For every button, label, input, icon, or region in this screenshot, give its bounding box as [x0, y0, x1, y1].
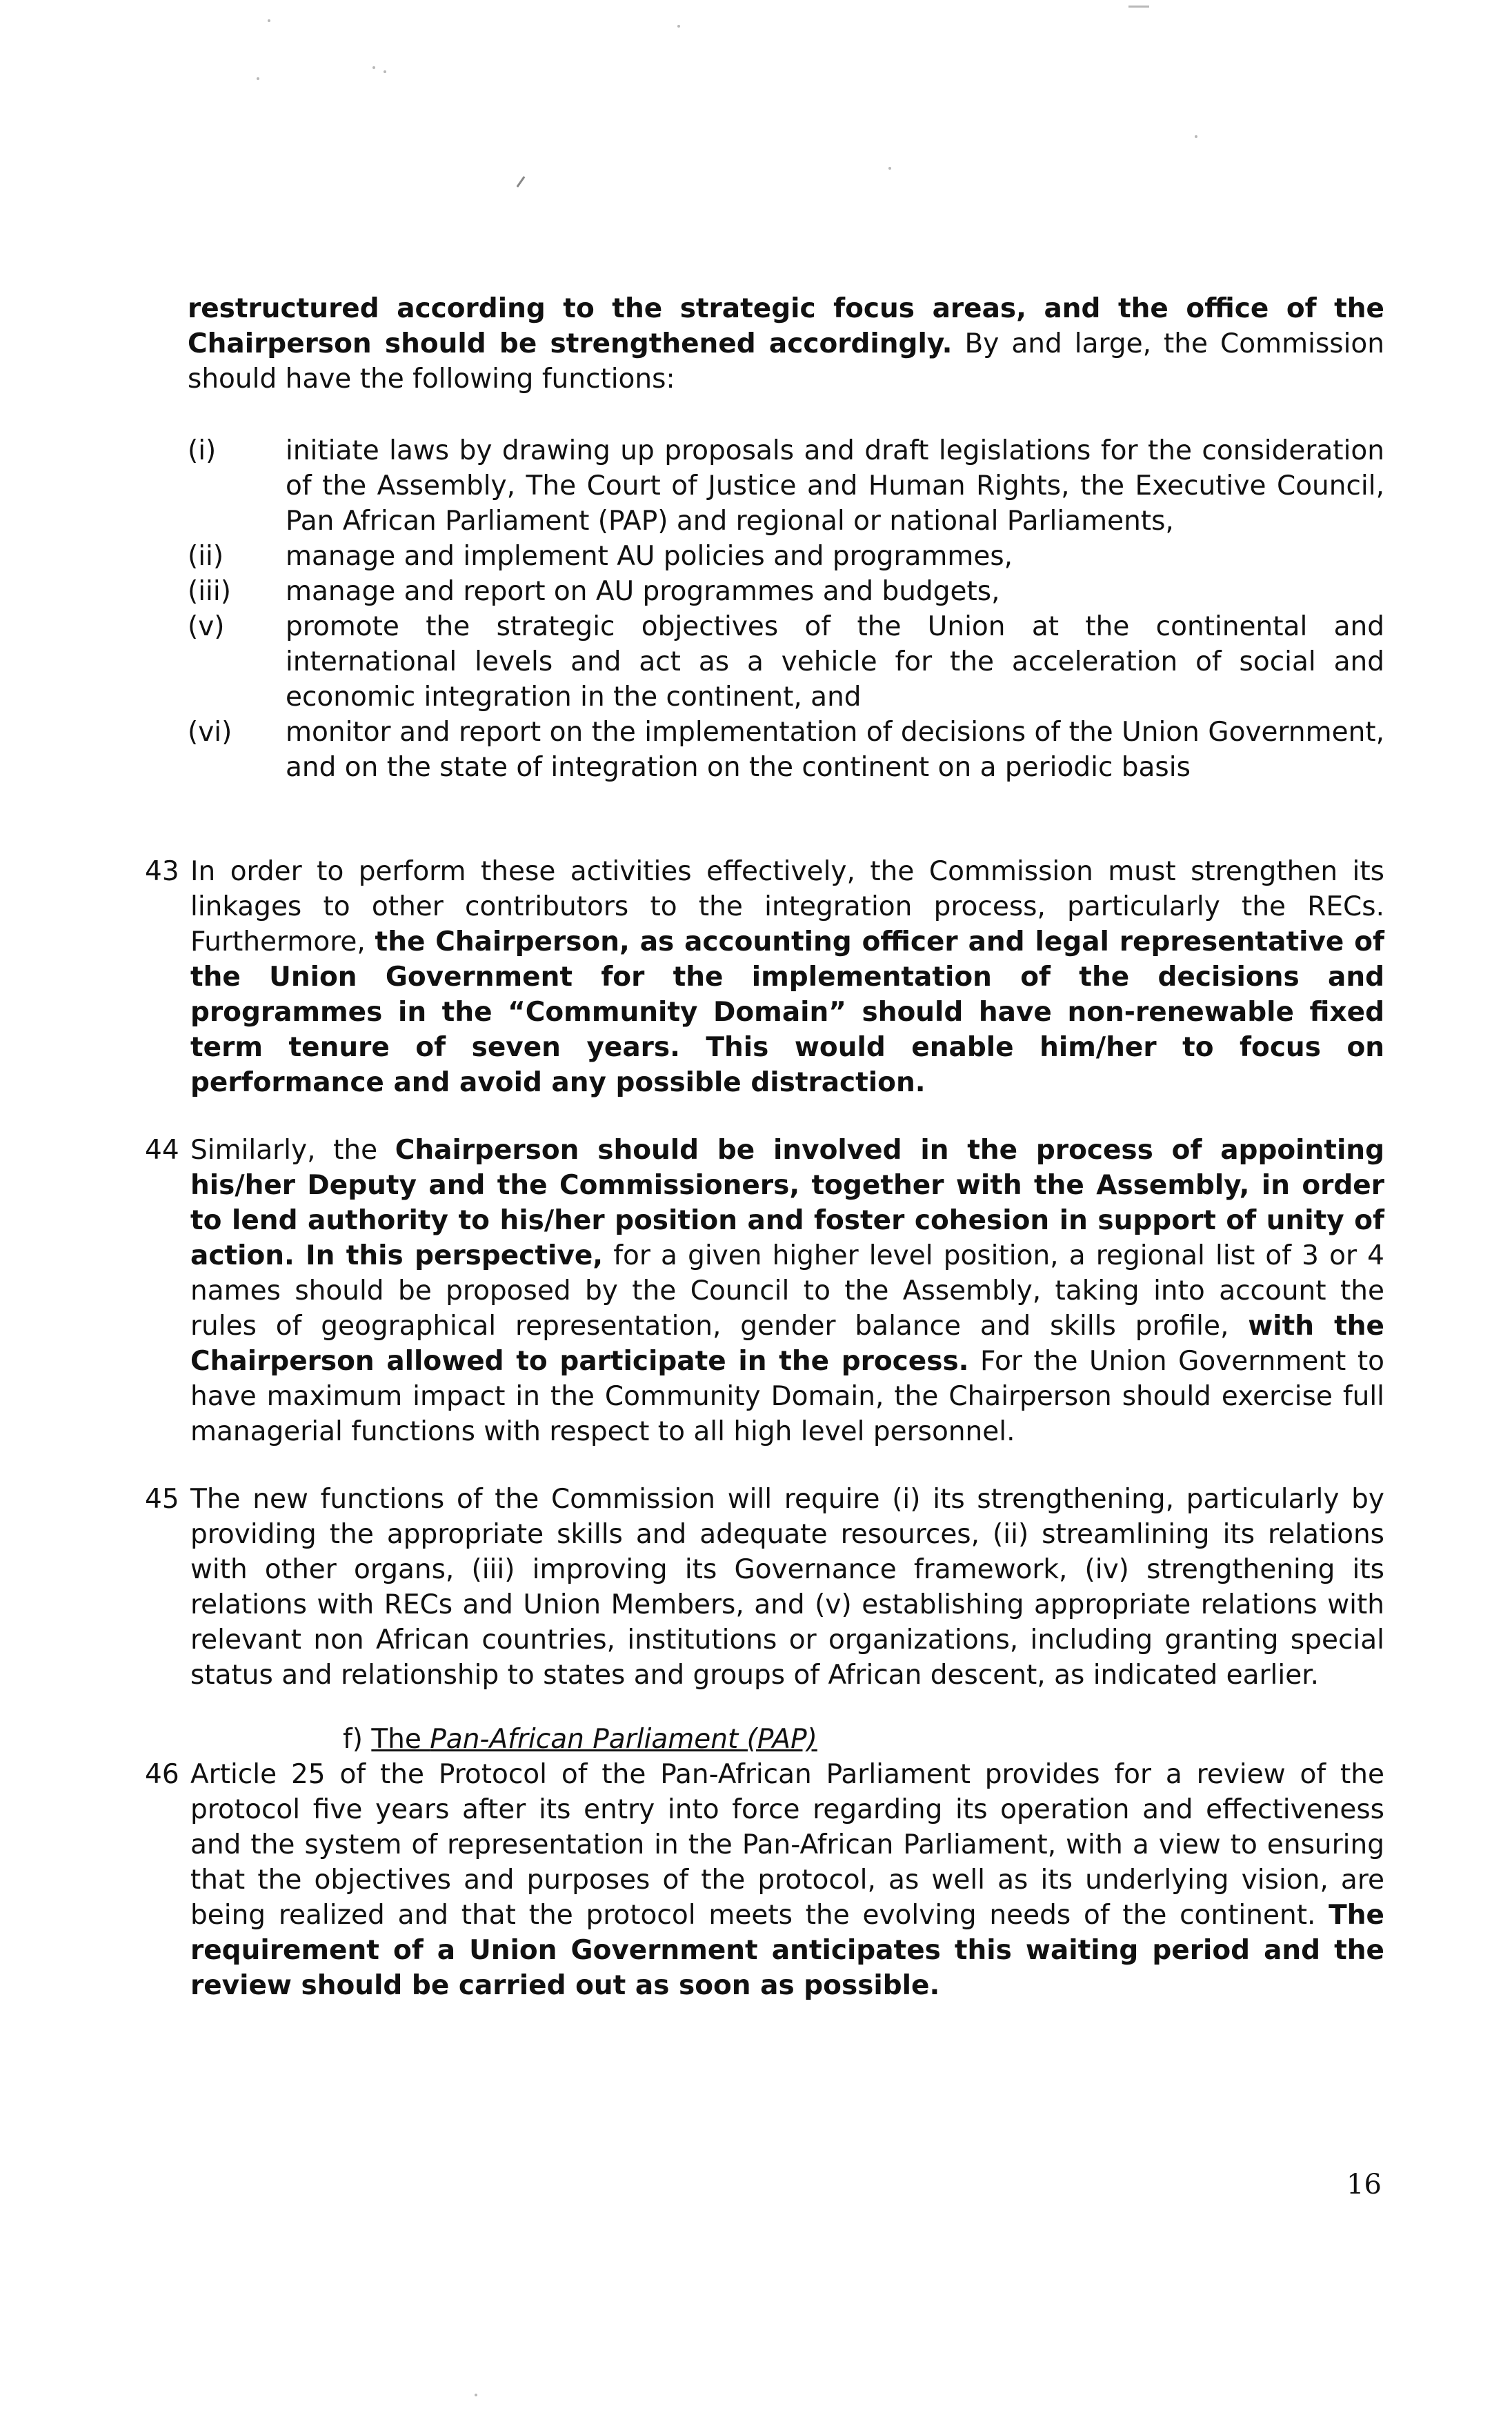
- paragraph-text: The new functions of the Commission will require (i) its strengthening, particularly by providing the appropriate skills and adequate resources, (ii) streamlining its relations with other organs, (iii) improving its Governance framework, (iv) strengthening its relations with RECs and Union Members, and (v) establishing appropriate relations with relevant non African countries, institutions or organizations, including granting special status and relationship to states and groups of African descent, as indicated earlier.: [190, 1484, 1384, 1691]
- function-item-v: [188, 609, 1384, 715]
- function-item-vi: [188, 715, 1384, 785]
- paragraph-bold-text: the Chairperson, as accounting officer and legal representative of the Union Government for the implementation of the decisions and programmes in the “Community Domain” should have non-renewable fixed term tenure of seven years. This would enable him/her to focus on performance and avoid any possible distraction.: [190, 926, 1384, 1098]
- function-item-iii: [188, 574, 1384, 609]
- section-label: f): [343, 1724, 372, 1755]
- paragraph-45: [145, 1482, 1384, 1693]
- function-label: (v): [188, 611, 225, 642]
- paragraph-text: Article 25 of the Protocol of the Pan-African Parliament provides for a review of the protocol five years after its entry into force regarding its operation and effectiveness and the system of representation in the Pan-African Parliament, with a view to ensuring that the objectives and purposes of the protocol, as well as its underlying vision, are being realized and that the protocol meets the evolving needs of the continent.: [190, 1759, 1384, 1931]
- paragraph-number: 44: [145, 1135, 179, 1166]
- section-heading-f: [343, 1722, 817, 1757]
- paragraph-number: 43: [145, 856, 179, 887]
- paragraph-number: 46: [145, 1759, 179, 1790]
- paragraph-46: [145, 1757, 1384, 2003]
- function-text: promote the strategic objectives of the Union at the continental and international levels and act as a vehicle for the acceleration of social and economic integration in the continent, and: [286, 611, 1384, 713]
- functions-list: [188, 433, 1384, 785]
- paragraph-bold-text: Chairperson should be involved in the process of appointing his/her Deputy and the Commissioners, together with the Assembly, in order to lend authority to his/her position and foster cohesion in support of unity of action. In this perspective,: [190, 1135, 1384, 1271]
- paragraph-bold-text: with the Chairperson allowed to participate in the process.: [190, 1311, 1384, 1377]
- scan-mark: [517, 176, 526, 187]
- function-text: manage and report on AU programmes and budgets,: [286, 576, 1000, 607]
- function-label: (vi): [188, 717, 232, 748]
- function-text: monitor and report on the implementation of decisions of the Union Government, and on the state of integration on the continent on a periodic basis: [286, 717, 1384, 783]
- paragraph-44: [145, 1133, 1384, 1449]
- paragraph-body: [190, 1133, 1384, 1449]
- paragraph-text: for a given higher level position, a regional list of 3 or 4 names should be proposed by the Council to the Assembly, taking into account the rules of geographical representation, gender balance and skills profile,: [190, 1240, 1384, 1342]
- function-label: (iii): [188, 576, 231, 607]
- paragraph-body: [190, 854, 1384, 1100]
- function-item-i: [188, 433, 1384, 539]
- paragraph-text: For the Union Government to have maximum impact in the Community Domain, the Chairperson should exercise full managerial functions with respect to all high level personnel.: [190, 1346, 1384, 1447]
- intro-bold-text: restructured according to the strategic focus areas, and the office of the Chairperson should be strengthened accordingly.: [188, 293, 1384, 359]
- section-title-article: The: [371, 1724, 430, 1755]
- function-text: initiate laws by drawing up proposals and draft legislations for the consideration of the Assembly, The Court of Justice and Human Rights, the Executive Council, Pan African Parliament (PAP) and regional or national Parliaments,: [286, 435, 1384, 537]
- function-label: (i): [188, 435, 217, 466]
- paragraph-text: In order to perform these activities effectively, the Commission must strengthen its linkages to other contributors to the integration process, particularly the RECs. Furthermore,: [190, 856, 1384, 957]
- page-number: 16: [1346, 2169, 1382, 2200]
- function-item-ii: [188, 539, 1384, 574]
- section-title: Pan-African Parliament (PAP): [430, 1724, 817, 1755]
- paragraph-bold-text: The requirement of a Union Government anticipates this waiting period and the review should be carried out as soon as possible.: [190, 1900, 1384, 2001]
- paragraph-text: Similarly, the: [190, 1135, 395, 1166]
- function-label: (ii): [188, 541, 224, 572]
- paragraph-body: [190, 1757, 1384, 2003]
- paragraph-43: [145, 854, 1384, 1100]
- intro-text: By and large, the Commission should have the following functions:: [188, 328, 1385, 395]
- intro-paragraph: [188, 291, 1384, 397]
- function-text: manage and implement AU policies and programmes,: [286, 541, 1013, 572]
- paragraph-number: 45: [145, 1484, 179, 1515]
